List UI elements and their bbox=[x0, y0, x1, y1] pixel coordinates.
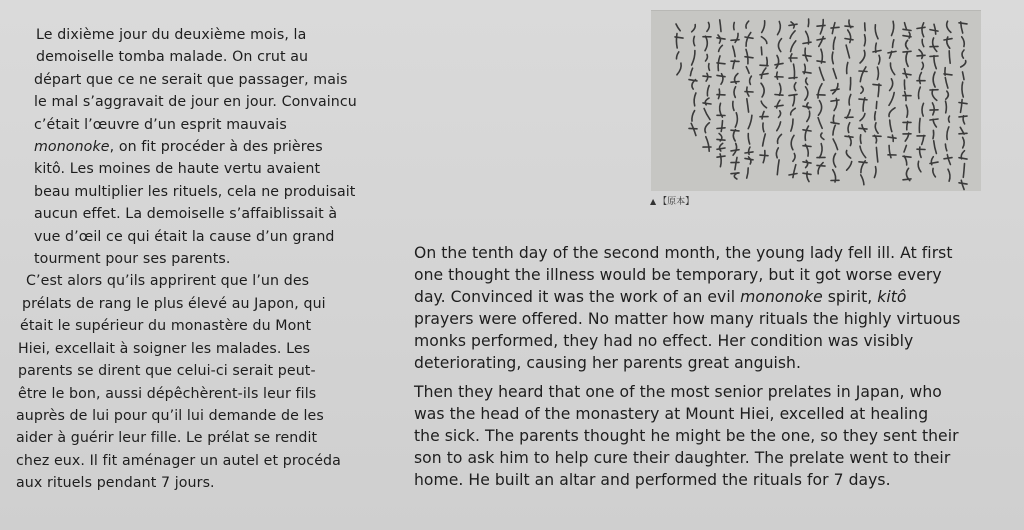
french-line: Hiei, excellait à soigner les malades. Les bbox=[18, 340, 311, 357]
ink-stroke bbox=[760, 65, 768, 66]
ink-stroke bbox=[859, 128, 867, 129]
french-paragraph-2 bbox=[16, 270, 396, 494]
french-line-rest: , on fit procéder à des prières bbox=[109, 139, 323, 156]
ink-stroke bbox=[946, 101, 947, 113]
ink-stroke bbox=[803, 55, 811, 56]
english-line: day. Convinced it was the work of an evil bbox=[414, 288, 741, 306]
ink-stroke bbox=[803, 146, 811, 147]
ink-stroke bbox=[959, 116, 967, 117]
english-line: Then they heard that one of the most senior prelates in Japan, who bbox=[414, 383, 942, 401]
ink-stroke bbox=[775, 95, 783, 96]
french-line bbox=[16, 136, 396, 158]
ink-stroke bbox=[865, 23, 866, 31]
english-line: monks performed, they had no effect. Her condition was visibly bbox=[414, 332, 914, 350]
kito-term-en: kitô bbox=[877, 288, 907, 306]
english-line: one thought the illness would be temporary, but it got worse every bbox=[414, 266, 942, 284]
french-line: était le supérieur du monastère du Mont bbox=[20, 318, 312, 335]
ink-stroke bbox=[745, 152, 753, 153]
english-line: On the tenth day of the second month, the young lady fell ill. At first bbox=[414, 244, 953, 262]
french-line: C’est alors qu’ils apprirent que l’un des bbox=[26, 273, 310, 290]
ink-stroke bbox=[717, 156, 725, 157]
ink-stroke bbox=[777, 72, 778, 79]
french-paragraph-1 bbox=[16, 24, 396, 270]
ink-stroke bbox=[731, 40, 739, 41]
french-line: kitô. Les moines de haute vertu avaient bbox=[34, 161, 321, 178]
ink-stroke bbox=[767, 57, 768, 66]
ink-stroke bbox=[817, 165, 825, 166]
ink-stroke bbox=[860, 135, 861, 144]
ink-stroke bbox=[850, 78, 851, 90]
ink-stroke bbox=[731, 82, 739, 83]
french-line: beau multiplier les rituels, cela ne produisait bbox=[34, 183, 356, 200]
ink-stroke bbox=[734, 23, 735, 30]
ink-stroke bbox=[845, 26, 853, 27]
ink-stroke bbox=[930, 119, 938, 120]
ink-stroke bbox=[703, 76, 711, 77]
french-line: aucun effet. La demoiselle s’affaiblissait à bbox=[34, 206, 338, 223]
ink-stroke bbox=[745, 57, 753, 58]
french-line: tourment pour ses parents. bbox=[34, 251, 231, 268]
ink-stroke bbox=[731, 173, 739, 174]
manuscript-calligraphy-icon bbox=[651, 11, 981, 191]
ink-stroke bbox=[676, 34, 677, 49]
french-line: le mal s’aggravait de jour en jour. Convaincu bbox=[34, 94, 357, 111]
english-line: deteriorating, causing her parents great anguish. bbox=[414, 354, 801, 372]
english-line: prayers were offered. No matter how many rituals the highly virtuous bbox=[414, 310, 961, 328]
ink-stroke bbox=[761, 47, 762, 55]
mononoke-term-en: mononoke bbox=[740, 288, 823, 306]
ink-stroke bbox=[959, 133, 967, 134]
english-text-block bbox=[414, 242, 1014, 491]
caption-text: 【原本】 bbox=[658, 197, 695, 207]
ink-stroke bbox=[959, 23, 967, 24]
ink-stroke bbox=[903, 156, 911, 157]
english-paragraph-1 bbox=[414, 242, 1014, 374]
manuscript-image bbox=[651, 10, 981, 191]
ink-stroke bbox=[919, 118, 920, 132]
ink-stroke bbox=[703, 103, 711, 104]
french-line: aux rituels pendant 7 jours. bbox=[16, 475, 215, 492]
english-line: spirit, bbox=[822, 288, 878, 306]
english-line: the sick. The parents thought he might be the one, so they sent their bbox=[414, 427, 959, 445]
ink-stroke bbox=[859, 71, 867, 72]
french-line: vue d’œil ce qui était la cause d’un grand bbox=[34, 228, 335, 245]
english-paragraph-2 bbox=[414, 381, 1014, 491]
ink-stroke bbox=[833, 115, 834, 123]
ink-stroke bbox=[933, 130, 934, 138]
ink-stroke bbox=[831, 27, 839, 28]
french-line: auprès de lui pour qu’il lui demande de les bbox=[16, 407, 324, 424]
ink-stroke bbox=[808, 19, 809, 27]
ink-stroke bbox=[731, 130, 739, 131]
ink-stroke bbox=[873, 84, 881, 85]
image-caption bbox=[650, 194, 694, 207]
ink-stroke bbox=[903, 179, 911, 180]
ink-stroke bbox=[875, 112, 876, 120]
ink-stroke bbox=[845, 136, 853, 137]
caption-marker: ▲ bbox=[650, 197, 657, 206]
ink-stroke bbox=[789, 78, 797, 79]
french-line: départ que ce ne serait que passager, mais bbox=[34, 71, 348, 88]
mononoke-term: mononoke bbox=[34, 139, 110, 156]
ink-stroke bbox=[717, 139, 725, 140]
ink-stroke bbox=[859, 162, 867, 163]
french-line: être le bon, aussi dépêchèrent-ils leur fils bbox=[18, 385, 317, 402]
french-line: aider à guérir leur fille. Le prélat se rendit bbox=[16, 430, 318, 447]
english-line: home. He built an altar and performed the rituals for 7 days. bbox=[414, 471, 891, 489]
french-line: parents se dirent que celui-ci serait peut- bbox=[18, 363, 316, 380]
ink-stroke bbox=[944, 74, 952, 75]
ink-stroke bbox=[876, 102, 877, 109]
ink-stroke bbox=[717, 63, 725, 64]
ink-stroke bbox=[760, 155, 768, 156]
ink-stroke bbox=[903, 51, 911, 52]
french-line: demoiselle tomba malade. On crut au bbox=[36, 49, 309, 66]
ink-stroke bbox=[859, 99, 867, 100]
ink-stroke bbox=[709, 64, 710, 71]
ink-stroke bbox=[917, 55, 925, 56]
french-line: c’était l’œuvre d’un esprit mauvais bbox=[34, 116, 287, 133]
french-line: Le dixième jour du deuxième mois, la bbox=[36, 27, 307, 43]
french-text-block bbox=[16, 24, 396, 495]
french-line: chez eux. Il fit aménager un autel et procéda bbox=[16, 452, 341, 469]
english-line: son to ask him to help cure their daughter. The prelate went to their bbox=[414, 449, 951, 467]
ink-stroke bbox=[817, 25, 825, 26]
english-line: was the head of the monastery at Mount Hiei, excelled at healing bbox=[414, 405, 929, 423]
french-line: prélats de rang le plus élevé au Japon, qui bbox=[22, 295, 326, 312]
ink-stroke bbox=[717, 128, 725, 129]
